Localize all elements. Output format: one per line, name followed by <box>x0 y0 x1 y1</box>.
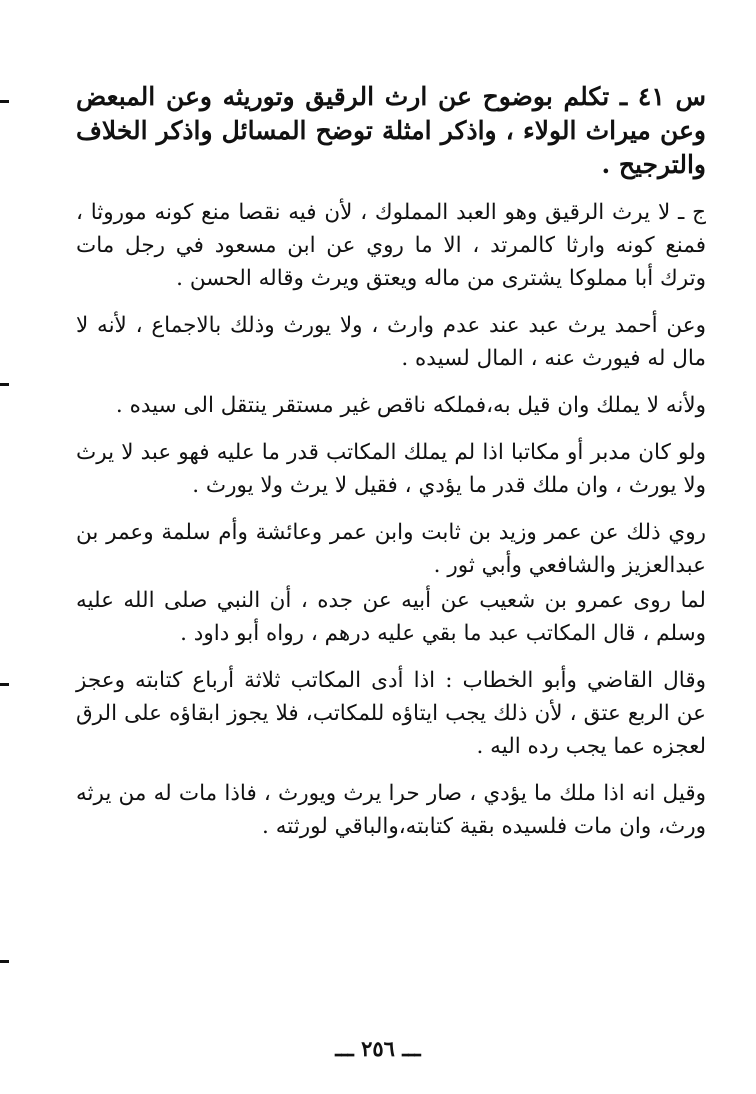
scan-edge-mark <box>0 683 9 686</box>
scan-edge-mark <box>0 100 9 103</box>
body-paragraph: ولو كان مدبر أو مكاتبا اذا لم يملك المكاتب قدر ما عليه فهو عبد لا يرث ولا يورث ، وان ملك قدر ما يؤدي ، فقيل لا يرث ولا يورث . <box>76 440 706 498</box>
body-paragraph: وقال القاضي وأبو الخطاب : اذا أدى المكاتب ثلاثة أرباع كتابته وعجز عن الربع عتق ، لأن ذلك يجب ايتاؤه للمكاتب، فلا يجوز ابقاؤه على الرق لعجزه عما يجب رده اليه . <box>76 668 706 759</box>
question-heading: س ٤١ ـ تكلم بوضوح عن ارث الرقيق وتوريثه وعن المبعض وعن ميراث الولاء ، واذكر امثلة توضح المسائل واذكر الخلاف والترجيح . <box>76 82 706 179</box>
main-text <box>76 80 706 857</box>
body-paragraph: ولأنه لا يملك وان قيل به،فملكه ناقص غير مستقر ينتقل الى سيده . <box>115 393 706 418</box>
body-paragraph: وعن أحمد يرث عبد عند عدم وارث ، ولا يورث وذلك بالاجماع ، لأنه لا مال له فيورث عنه ، المال لسيده . <box>76 313 706 371</box>
body-paragraph: وقيل انه اذا ملك ما يؤدي ، صار حرا يرث ويورث ، فاذا مات له من يرثه ورث، وان مات فلسيده بقية كتابته،والباقي لورثته . <box>76 781 706 839</box>
answer-paragraph: ج ـ لا يرث الرقيق وهو العبد المملوك ، لأن فيه نقصا منع كونه موروثا ، فمنع كونه وارثا كالمرتد ، الا ما روي عن ابن مسعود في رجل مات وترك أبا مملوكا يشترى من ماله ويعتق ويرث وقاله الحسن . <box>76 200 706 291</box>
page-number: ـــ ٢٥٦ ـــ <box>335 1036 421 1061</box>
scan-edge-mark <box>0 383 9 386</box>
body-paragraph: لما روى عمرو بن شعيب عن أبيه عن جده ، أن النبي صلى الله عليه وسلم ، قال المكاتب عبد ما بقي عليه درهم ، رواه أبو داود . <box>76 588 706 646</box>
scan-edge-mark <box>0 960 9 963</box>
body-paragraph: روي ذلك عن عمر وزيد بن ثابت وابن عمر وعائشة وأم سلمة وعمر بن عبدالعزيز والشافعي وأبي ثور . <box>76 520 706 578</box>
